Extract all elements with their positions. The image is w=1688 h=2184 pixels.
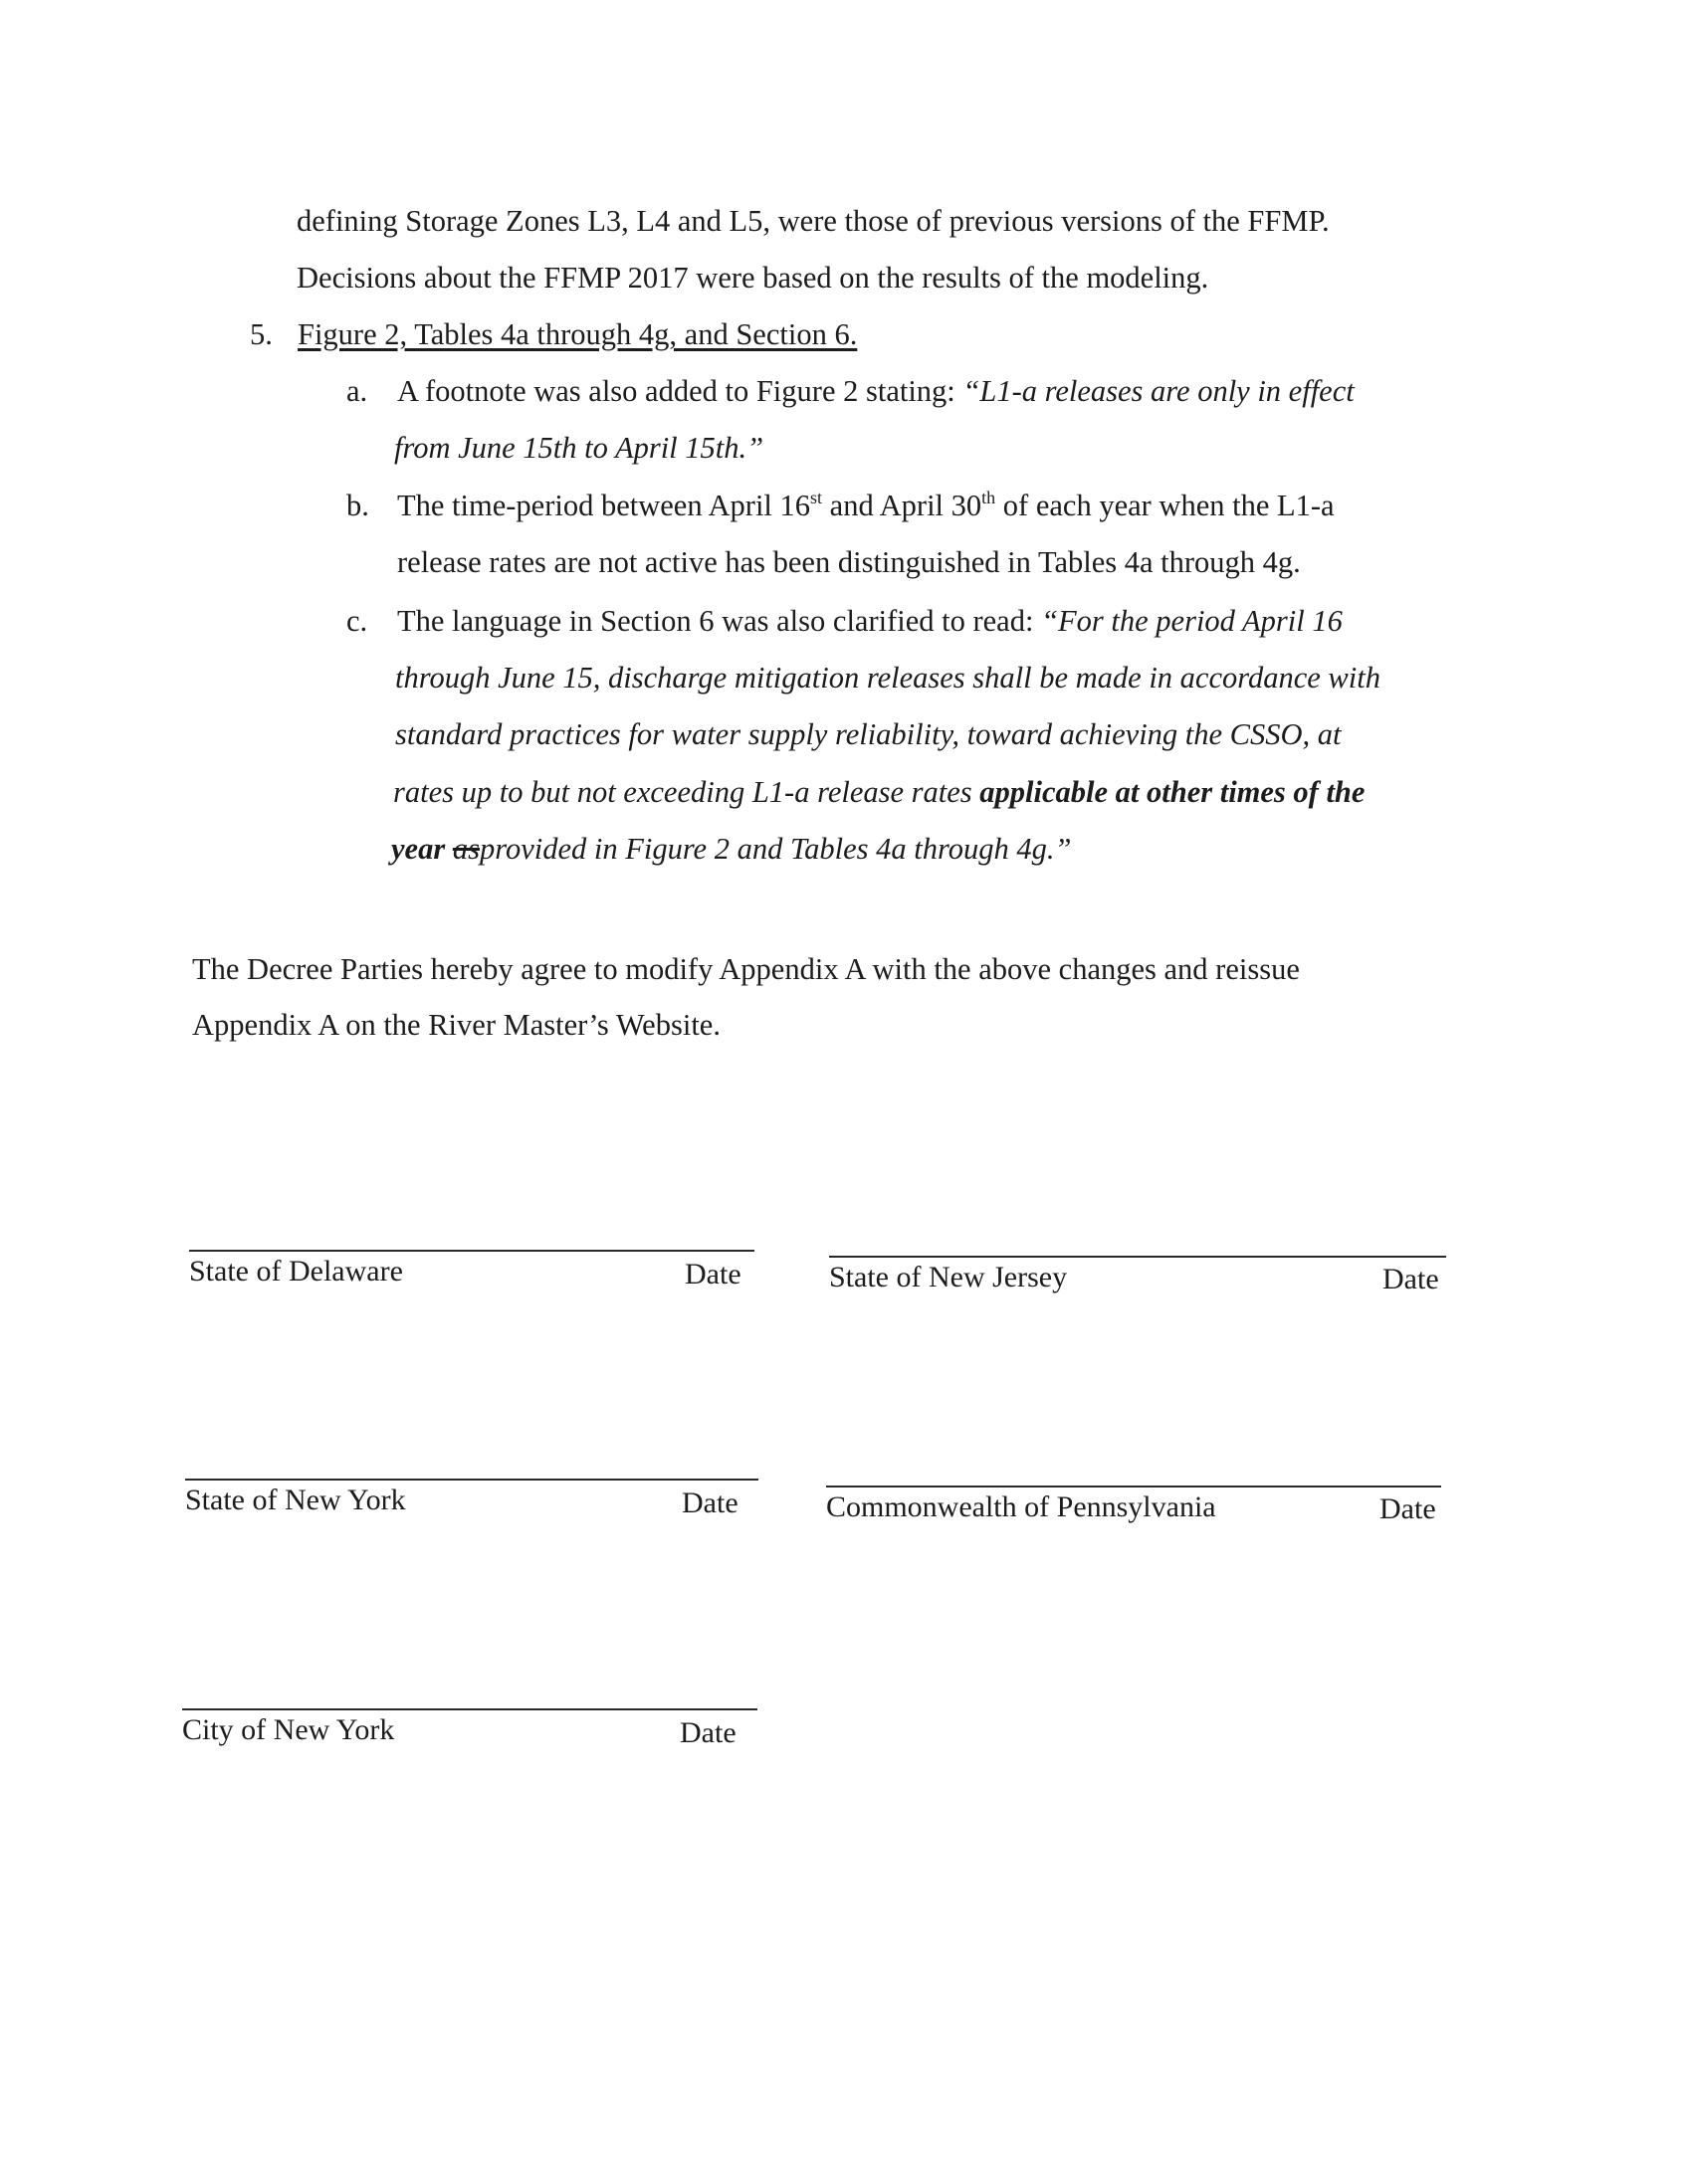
signature-line[interactable] bbox=[826, 1486, 1441, 1488]
subitem-c-marker: c. bbox=[346, 604, 368, 638]
signature-date-label: Date bbox=[682, 1487, 738, 1519]
subitem-b-sup-1: st bbox=[810, 488, 823, 507]
signature-party: Commonwealth of Pennsylvania bbox=[826, 1490, 1216, 1523]
signature-line[interactable] bbox=[189, 1250, 754, 1252]
subitem-c-text: The language in Section 6 was also clarified to read: bbox=[397, 604, 1042, 638]
closing-line-1: The Decree Parties hereby agree to modify Appendix A with the above changes and reissue bbox=[192, 952, 1300, 986]
subitem-a-marker: a. bbox=[346, 374, 368, 408]
signature-line[interactable] bbox=[829, 1256, 1446, 1258]
signature-party: State of Delaware bbox=[189, 1255, 403, 1288]
subitem-b-sup-2: th bbox=[981, 488, 996, 507]
subitem-c-quote-4-italic: rates up to but not exceeding L1-a release rates bbox=[393, 775, 980, 809]
signature-party: City of New York bbox=[182, 1713, 395, 1746]
continuation-line-1: defining Storage Zones L3, L4 and L5, were those of previous versions of the FFMP. bbox=[297, 204, 1330, 238]
item-5-number: 5. bbox=[250, 317, 273, 351]
item-5-heading: Figure 2, Tables 4a through 4g, and Section 6. bbox=[298, 317, 858, 351]
subitem-c-quote-5-italic: provided in Figure 2 and Tables 4a through 4g.” bbox=[479, 832, 1072, 866]
subitem-b-text-2: and April 30 bbox=[822, 489, 982, 522]
subitem-c-quote-5-bold: year bbox=[391, 832, 446, 866]
signature-party: State of New York bbox=[185, 1484, 406, 1516]
subitem-c-quote-3: standard practices for water supply reliability, toward achieving the CSSO, at bbox=[395, 717, 1342, 751]
continuation-line-2: Decisions about the FFMP 2017 were based on the results of the modeling. bbox=[297, 261, 1209, 295]
signature-line[interactable] bbox=[185, 1479, 758, 1481]
subitem-b-marker: b. bbox=[346, 489, 369, 522]
closing-line-2: Appendix A on the River Master’s Website. bbox=[192, 1008, 721, 1042]
signature-date-label: Date bbox=[685, 1258, 741, 1291]
signature-date-label: Date bbox=[1379, 1492, 1436, 1525]
subitem-a-quote-2: from June 15th to April 15th.” bbox=[394, 431, 764, 465]
subitem-c-quote-5 bbox=[391, 831, 1071, 867]
signature-date-label: Date bbox=[1382, 1263, 1439, 1295]
subitem-c-quote-2: through June 15, discharge mitigation releases shall be made in accordance with bbox=[395, 661, 1380, 695]
signature-party: State of New Jersey bbox=[829, 1261, 1068, 1293]
subitem-a-line-1 bbox=[397, 373, 1355, 409]
signature-line[interactable] bbox=[182, 1708, 757, 1710]
subitem-b-line-2: release rates are not active has been distinguished in Tables 4a through 4g. bbox=[397, 545, 1301, 579]
subitem-c-quote-4 bbox=[393, 774, 1365, 810]
subitem-c-quote-1: “For the period April 16 bbox=[1041, 604, 1343, 638]
subitem-b-line-1 bbox=[397, 488, 1335, 523]
subitem-b-text-3: of each year when the L1-a bbox=[995, 489, 1335, 522]
signature-date-label: Date bbox=[680, 1716, 737, 1749]
subitem-c-quote-5-strike: as bbox=[452, 832, 480, 866]
subitem-c-line-1 bbox=[397, 603, 1343, 639]
subitem-b-text-1: The time-period between April 16 bbox=[397, 489, 811, 522]
subitem-a-text: A footnote was also added to Figure 2 stating: bbox=[397, 374, 963, 408]
subitem-c-quote-4-bold: applicable at other times of the bbox=[979, 775, 1366, 809]
subitem-a-quote-1: “L1-a releases are only in effect bbox=[962, 374, 1355, 408]
